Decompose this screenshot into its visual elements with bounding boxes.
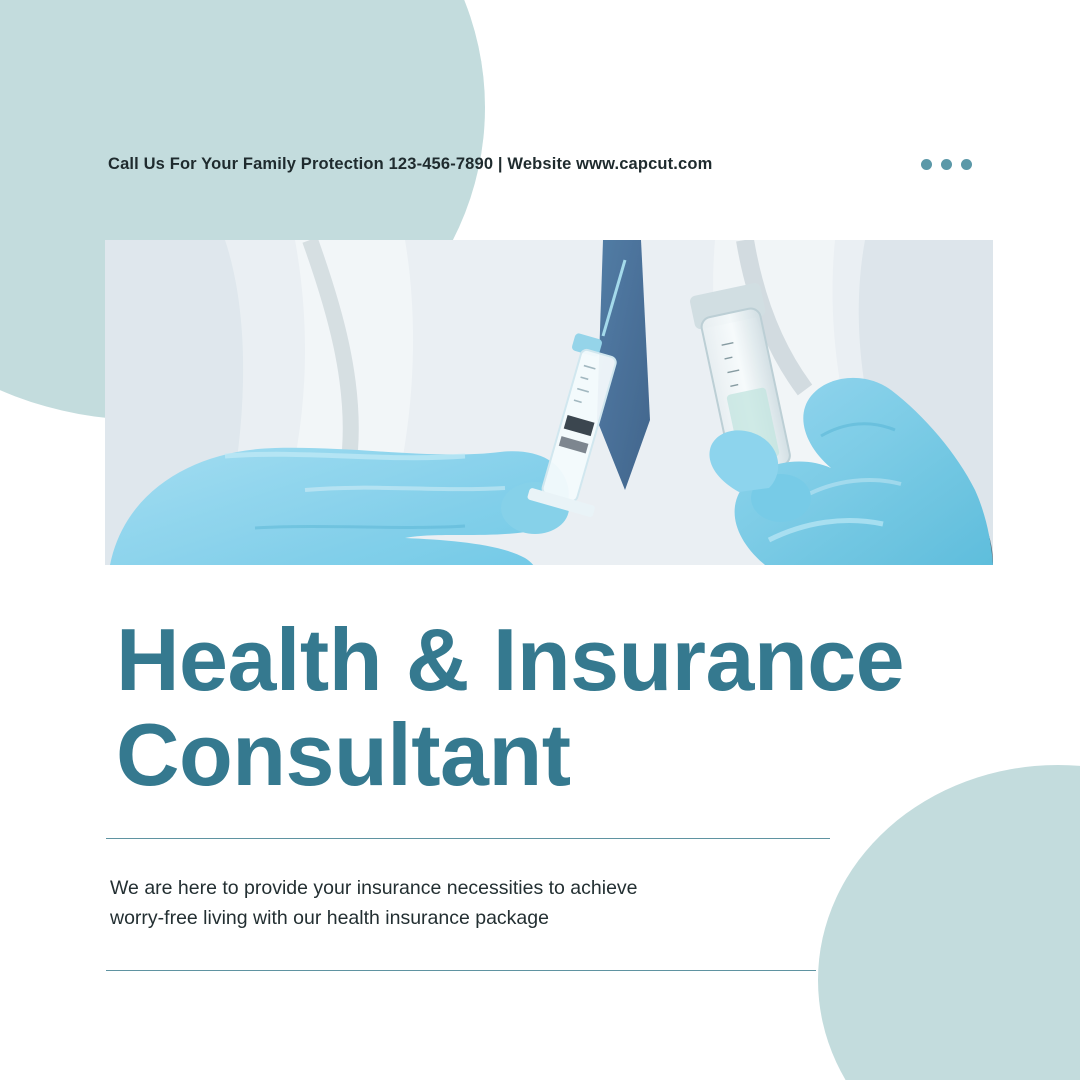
dot-3 [961,159,972,170]
contact-info-text: Call Us For Your Family Protection 123-456-7890 | Website www.capcut.com [108,155,713,173]
page-title-line-2: Consultant [116,705,571,805]
three-dots-icon [921,159,972,170]
dot-2 [941,159,952,170]
hero-image [105,240,993,565]
dot-1 [921,159,932,170]
body-copy-line-2: worry-free living with our health insurance package [110,907,549,930]
divider-bottom [106,970,816,971]
divider-top [106,838,830,839]
body-copy [110,873,790,934]
decorative-blob-bottom-right [818,765,1080,1080]
poster-header [108,155,972,174]
page-title [116,610,976,805]
body-copy-line-1: We are here to provide your insurance necessities to achieve [110,877,638,899]
page-title-line-1: Health & Insurance [116,610,905,709]
